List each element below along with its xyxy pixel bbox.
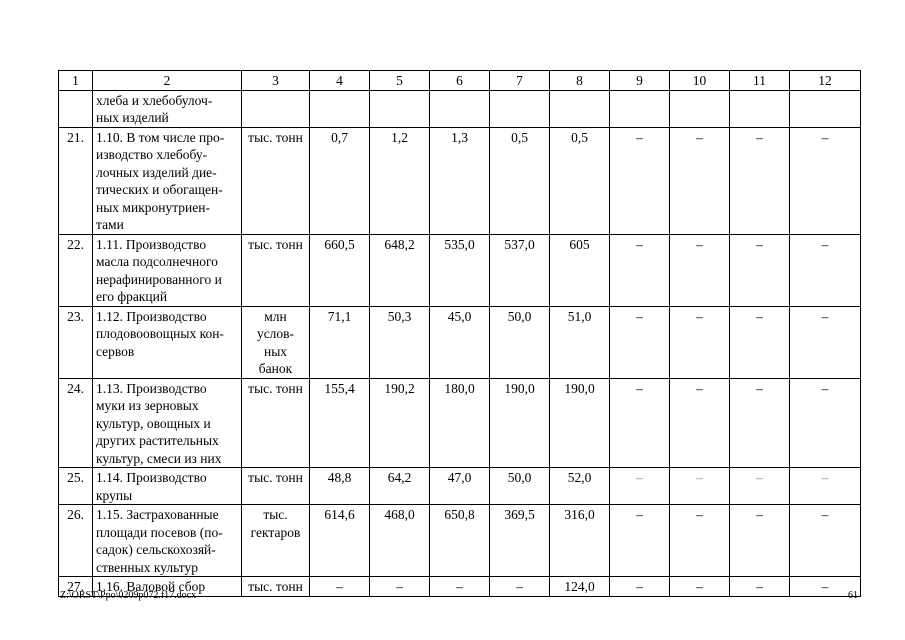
value-cell: 47,0: [430, 468, 490, 505]
value-cell: 48,8: [310, 468, 370, 505]
value-cell: 190,0: [550, 378, 610, 468]
table-row: [59, 234, 861, 306]
value-cell: 316,0: [550, 505, 610, 577]
value-cell: –: [670, 468, 730, 505]
value-cell: [370, 90, 430, 127]
row-number-cell: 27.: [59, 577, 93, 597]
table-row: [59, 468, 861, 505]
indicator-name-cell: 1.12. Производство плодовоовощных кон- сервов: [93, 306, 242, 378]
value-cell: 50,0: [490, 468, 550, 505]
column-number-header: 2: [93, 71, 242, 91]
value-cell: 535,0: [430, 234, 490, 306]
column-number-header: 9: [610, 71, 670, 91]
value-cell: [550, 90, 610, 127]
value-cell: 468,0: [370, 505, 430, 577]
value-cell: 52,0: [550, 468, 610, 505]
value-cell: –: [610, 306, 670, 378]
value-cell: –: [790, 127, 861, 234]
value-cell: [670, 90, 730, 127]
value-cell: –: [370, 577, 430, 597]
value-cell: 0,5: [490, 127, 550, 234]
value-cell: –: [610, 468, 670, 505]
column-number-header: 8: [550, 71, 610, 91]
value-cell: [490, 90, 550, 127]
value-cell: 537,0: [490, 234, 550, 306]
value-cell: [310, 90, 370, 127]
value-cell: 71,1: [310, 306, 370, 378]
data-table: [58, 70, 861, 597]
value-cell: –: [610, 127, 670, 234]
value-cell: 614,6: [310, 505, 370, 577]
footer-file-path: Z:\ORST\Ppo\0209p072.f17.docx: [60, 590, 197, 601]
value-cell: 124,0: [550, 577, 610, 597]
value-cell: –: [310, 577, 370, 597]
unit-cell: тыс. тонн: [242, 234, 310, 306]
unit-cell: тыс. тонн: [242, 468, 310, 505]
table-row: [59, 378, 861, 468]
column-number-header: 4: [310, 71, 370, 91]
value-cell: –: [670, 306, 730, 378]
indicator-name-cell: 1.13. Производство муки из зерновых культур, овощных и других растительных культур, смеси из них: [93, 378, 242, 468]
value-cell: –: [730, 378, 790, 468]
value-cell: –: [790, 306, 861, 378]
value-cell: –: [670, 234, 730, 306]
value-cell: –: [670, 127, 730, 234]
value-cell: –: [610, 378, 670, 468]
value-cell: 605: [550, 234, 610, 306]
value-cell: –: [610, 505, 670, 577]
value-cell: [430, 90, 490, 127]
column-number-header: 6: [430, 71, 490, 91]
value-cell: –: [610, 577, 670, 597]
value-cell: –: [790, 577, 861, 597]
value-cell: 64,2: [370, 468, 430, 505]
row-number-cell: 21.: [59, 127, 93, 234]
column-number-header: 11: [730, 71, 790, 91]
table-row: [59, 306, 861, 378]
value-cell: 51,0: [550, 306, 610, 378]
value-cell: –: [670, 577, 730, 597]
value-cell: 190,2: [370, 378, 430, 468]
value-cell: 45,0: [430, 306, 490, 378]
unit-cell: млн услов- ных банок: [242, 306, 310, 378]
value-cell: –: [730, 468, 790, 505]
unit-cell: [242, 90, 310, 127]
value-cell: –: [430, 577, 490, 597]
row-number-cell: 24.: [59, 378, 93, 468]
value-cell: –: [730, 505, 790, 577]
value-cell: 1,3: [430, 127, 490, 234]
value-cell: 190,0: [490, 378, 550, 468]
row-number-cell: 26.: [59, 505, 93, 577]
indicator-name-cell: хлеба и хлебобулоч- ных изделий: [93, 90, 242, 127]
value-cell: –: [670, 378, 730, 468]
column-number-header: 12: [790, 71, 861, 91]
value-cell: –: [610, 234, 670, 306]
footer-page-number: 61: [848, 590, 858, 601]
indicator-name-cell: 1.16. Валовой сбор: [93, 577, 242, 597]
value-cell: 0,7: [310, 127, 370, 234]
row-number-cell: 25.: [59, 468, 93, 505]
table-row: [59, 90, 861, 127]
unit-cell: тыс. гектаров: [242, 505, 310, 577]
value-cell: 369,5: [490, 505, 550, 577]
value-cell: 650,8: [430, 505, 490, 577]
indicator-name-cell: 1.14. Производство крупы: [93, 468, 242, 505]
table-row: [59, 505, 861, 577]
value-cell: [790, 90, 861, 127]
value-cell: 0,5: [550, 127, 610, 234]
value-cell: –: [790, 468, 861, 505]
value-cell: [730, 90, 790, 127]
value-cell: 648,2: [370, 234, 430, 306]
value-cell: 660,5: [310, 234, 370, 306]
column-number-header: 7: [490, 71, 550, 91]
row-number-cell: [59, 90, 93, 127]
table-row: [59, 127, 861, 234]
value-cell: 180,0: [430, 378, 490, 468]
value-cell: –: [790, 234, 861, 306]
value-cell: –: [730, 127, 790, 234]
value-cell: –: [790, 378, 861, 468]
value-cell: 50,0: [490, 306, 550, 378]
value-cell: –: [730, 577, 790, 597]
column-number-header: 1: [59, 71, 93, 91]
column-number-header: 5: [370, 71, 430, 91]
value-cell: [610, 90, 670, 127]
value-cell: –: [790, 505, 861, 577]
row-number-cell: 23.: [59, 306, 93, 378]
value-cell: –: [730, 234, 790, 306]
row-number-cell: 22.: [59, 234, 93, 306]
value-cell: –: [730, 306, 790, 378]
column-number-header: 3: [242, 71, 310, 91]
value-cell: 1,2: [370, 127, 430, 234]
value-cell: –: [490, 577, 550, 597]
indicator-name-cell: 1.11. Производство масла подсолнечного нерафинированного и его фракций: [93, 234, 242, 306]
indicator-name-cell: 1.10. В том числе про- изводство хлебобу- лочных изделий дие- тических и обогащен- ных микронутриен- тами: [93, 127, 242, 234]
column-number-header: 10: [670, 71, 730, 91]
unit-cell: тыс. тонн: [242, 577, 310, 597]
value-cell: 155,4: [310, 378, 370, 468]
value-cell: 50,3: [370, 306, 430, 378]
table-header-row: [59, 71, 861, 91]
value-cell: –: [670, 505, 730, 577]
indicator-name-cell: 1.15. Застрахованные площади посевов (по- садок) сельскохозяй- ственных культур: [93, 505, 242, 577]
unit-cell: тыс. тонн: [242, 378, 310, 468]
unit-cell: тыс. тонн: [242, 127, 310, 234]
